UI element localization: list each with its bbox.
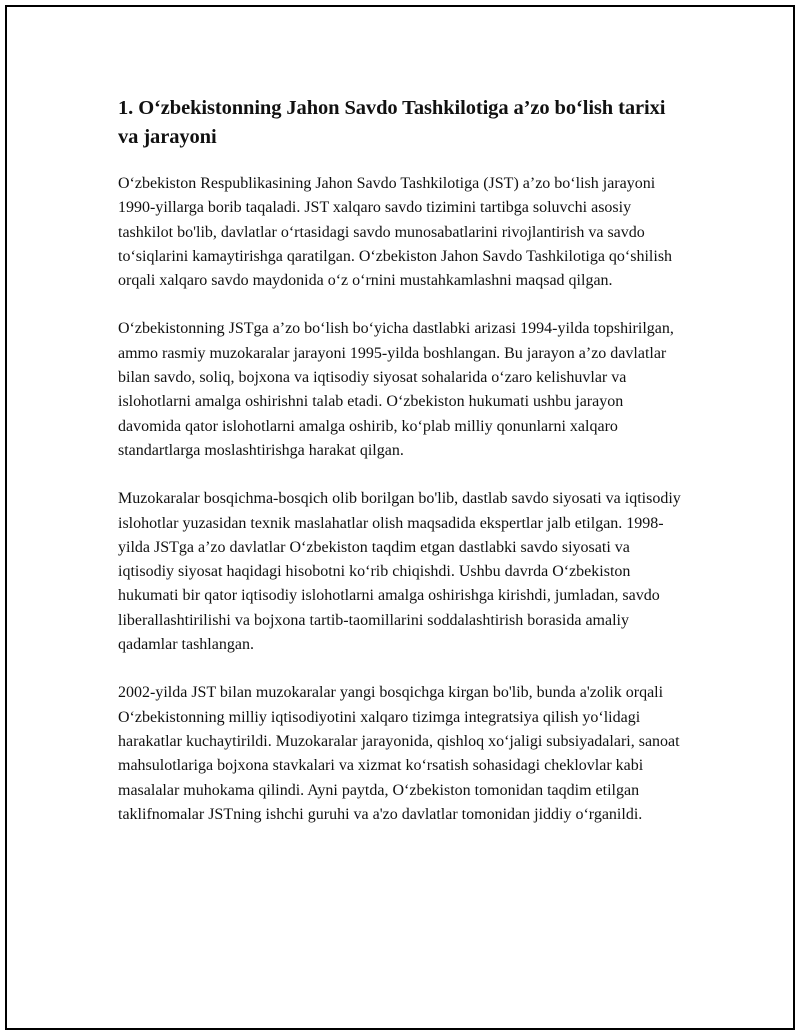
section-heading: 1. O‘zbekistonning Jahon Savdo Tashkilotiga a’zo bo‘lish tarixi va jarayoni: [118, 97, 666, 148]
paragraph-1: O‘zbekiston Respublikasining Jahon Savdo Tashkilotiga (JST) a’zo bo‘lish jarayoni 1990-yillarga borib taqaladi. JST xalqaro savdo tizimini tartibga soluvchi asosiy tashkilot bo'lib, davlatlar o‘rtasidagi savdo munosabatlarini rivojlantirish va savdo to‘siqlarini kamaytirishga qaratilgan. O‘zbekiston Jahon Savdo Tashkilotiga qo‘shilish orqali xalqaro savdo maydonida o‘z o‘rnini mustahkamlashni maqsad qilgan.: [118, 175, 673, 290]
paragraph-4: 2002-yilda JST bilan muzokaralar yangi bosqichga kirgan bo'lib, bunda a'zolik orqali O‘zbekistonning milliy iqtisodiyotini xalqaro tizimga integratsiya qilish yo‘lidagi harakatlar kuchaytirildi. Muzokaralar jarayonida, qishloq xo‘jaligi subsiyadalari, sanoat mahsulotlariga bojxona stavkalari va xizmat ko‘rsatish sohasidagi cheklovlar kabi masalalar muhokama qilindi. Ayni paytda, O‘zbekiston tomonidan taqdim etilgan taklifnomalar JSTning ishchi guruhi va a'zo davlatlar tomonidan jiddiy o‘rganildi.: [118, 684, 680, 823]
document-body: [118, 94, 688, 851]
paragraph-2: O‘zbekistonning JSTga a’zo bo‘lish bo‘yicha dastlabki arizasi 1994-yilda topshirilgan, ammo rasmiy muzokaralar jarayoni 1995-yilda boshlangan. Bu jarayon a’zo davlatlar bilan savdo, soliq, bojxona va iqtisodiy siyosat sohalarida o‘zaro kelishuvlar va islohotlarni amalga oshirishni talab etadi. O‘zbekiston hukumati ushbu jarayon davomida qator islohotlarni amalga oshirib, ko‘plab milliy qonunlarni xalqaro standartlarga moslashtirishga harakat qilgan.: [118, 320, 674, 459]
paragraph-3: Muzokaralar bosqichma-bosqich olib borilgan bo'lib, dastlab savdo siyosati va iqtisodiy islohotlar yuzasidan texnik maslahatlar olish maqsadida ekspertlar jalb etilgan. 1998-yilda JSTga a’zo davlatlar O‘zbekiston taqdim etgan dastlabki savdo siyosati va iqtisodiy siyosat haqidagi hisobotni ko‘rib chiqishdi. Ushbu davrda O‘zbekiston hukumati bir qator iqtisodiy islohotlarni amalga oshirishga kirishdi, jumladan, savdo liberallashtirilishi va bojxona tartib-taomillarini soddalashtirish borasida amaliy qadamlar tashlangan.: [118, 490, 681, 654]
